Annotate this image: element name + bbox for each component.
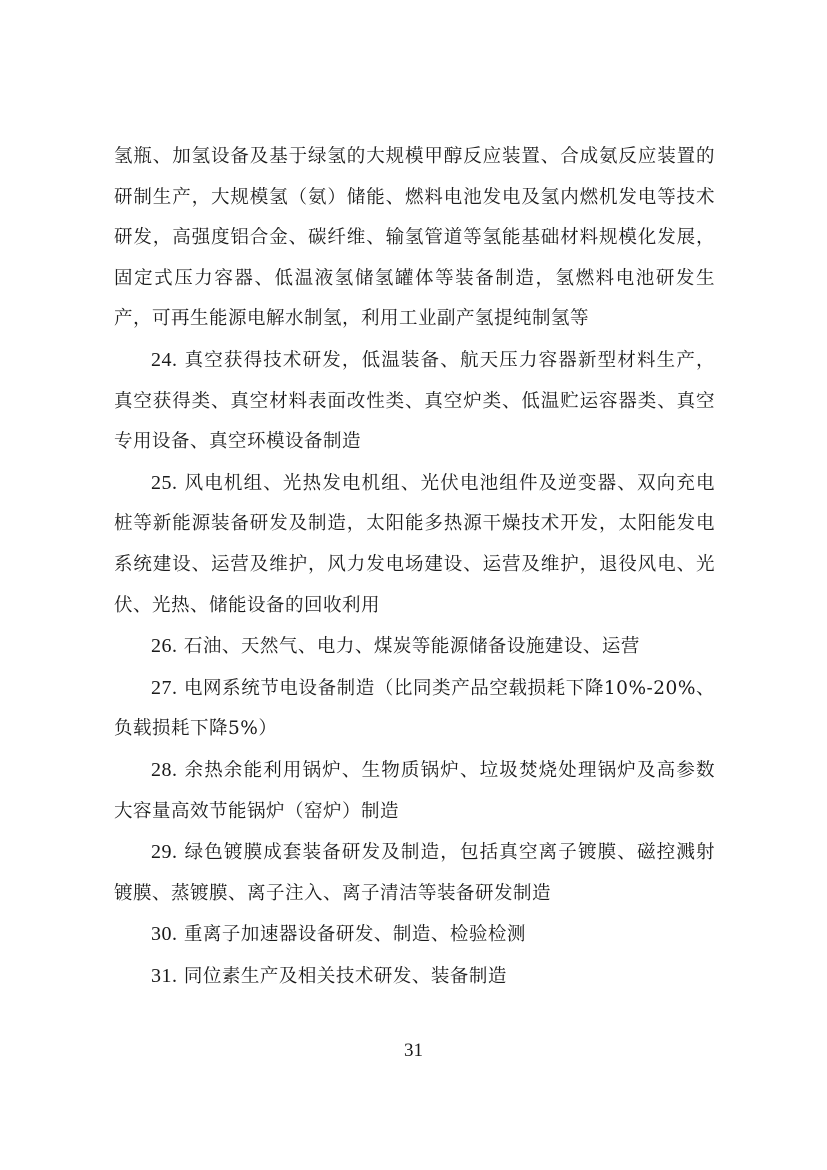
paragraph-text: 电网系统节电设备制造（比同类产品空载损耗下降10%-20%、负载损耗下降5%） bbox=[114, 677, 715, 740]
item-number: 30. bbox=[151, 923, 178, 946]
paragraph-item-30 bbox=[114, 914, 715, 956]
paragraph-item-24 bbox=[114, 340, 715, 463]
paragraph-item-28 bbox=[114, 750, 715, 832]
item-number: 26. bbox=[151, 635, 178, 658]
paragraph-text: 重离子加速器设备研发、制造、检验检测 bbox=[183, 924, 526, 946]
paragraph-item-31 bbox=[114, 956, 715, 998]
paragraph-item-27 bbox=[114, 668, 715, 750]
paragraph-text: 余热余能利用锅炉、生物质锅炉、垃圾焚烧处理锅炉及高参数大容量高效节能锅炉（窑炉）制造 bbox=[114, 759, 715, 822]
item-number: 24. bbox=[151, 348, 178, 371]
item-number: 29. bbox=[151, 841, 178, 864]
paragraph-text: 风电机组、光热发电机组、光伏电池组件及逆变器、双向充电桩等新能源装备研发及制造，太阳能多热源干燥技术开发，太阳能发电系统建设、运营及维护，风力发电场建设、运营及维护，退役风电、光伏、光热、储能设备的回收利用 bbox=[114, 472, 715, 616]
item-number: 28. bbox=[151, 758, 178, 781]
page-number: 31 bbox=[404, 1040, 423, 1061]
item-number: 31. bbox=[151, 964, 178, 987]
item-number: 25. bbox=[151, 471, 178, 494]
paragraph-item-26 bbox=[114, 626, 715, 668]
paragraph-text: 石油、天然气、电力、煤炭等能源储备设施建设、运营 bbox=[183, 636, 640, 658]
paragraph-text: 真空获得技术研发，低温装备、航天压力容器新型材料生产，真空获得类、真空材料表面改性类、真空炉类、低温贮运容器类、真空专用设备、真空环模设备制造 bbox=[114, 349, 715, 453]
paragraph-text: 绿色镀膜成套装备研发及制造，包括真空离子镀膜、磁控溅射镀膜、蒸镀膜、离子注入、离子清洁等装备研发制造 bbox=[114, 842, 715, 904]
paragraph-item-29 bbox=[114, 832, 715, 914]
paragraph-continued bbox=[114, 137, 715, 340]
paragraph-item-25 bbox=[114, 463, 715, 626]
paragraph-text: 同位素生产及相关技术研发、装备制造 bbox=[183, 965, 507, 987]
document-body bbox=[114, 137, 715, 997]
item-number: 27. bbox=[151, 676, 178, 699]
paragraph-text: 氢瓶、加氢设备及基于绿氢的大规模甲醇反应装置、合成氨反应装置的研制生产，大规模氢（氨）储能、燃料电池发电及氢内燃机发电等技术研发，高强度铝合金、碳纤维、输氢管道等氢能基础材料规模化发展，固定式压力容器、低温液氢储氢罐体等装备制造，氢燃料电池研发生产，可再生能源电解水制氢，利用工业副产氢提纯制氢等 bbox=[114, 146, 715, 330]
